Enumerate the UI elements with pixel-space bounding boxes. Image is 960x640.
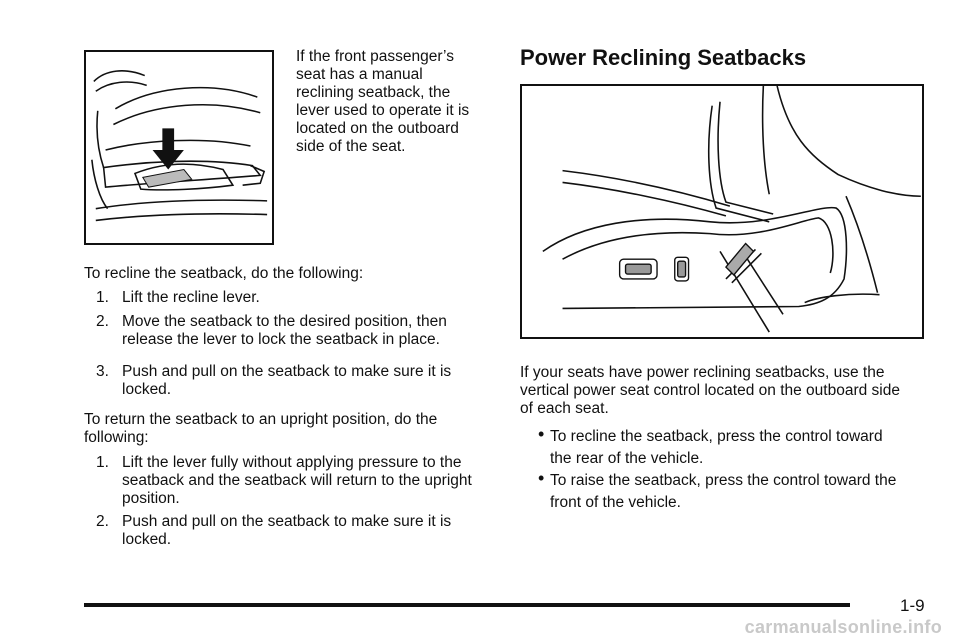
list-item: 3. Push and pull on the seatback to make sure it is locked. — [96, 363, 452, 398]
manual-recline-figure — [84, 50, 274, 245]
power-para-line-2: vertical power seat control located on the outboard side — [520, 382, 900, 399]
list-item: • To raise the seatback, press the control toward the front of the vehicle. — [538, 468, 897, 511]
section-heading: Power Reclining Seatbacks — [520, 45, 807, 70]
figure-caption: If the front passenger’s seat has a manual reclining seatback, the lever used to operate it is located on the outboard side of the seat. — [296, 48, 470, 155]
list-item: 1. Lift the recline lever. — [96, 289, 260, 306]
power-recline-figure — [520, 84, 924, 339]
return-intro-line-2: following: — [84, 429, 149, 446]
return-intro-line-1: To return the seatback to an upright position, do the — [84, 411, 438, 428]
seat-lever-illustration — [86, 52, 272, 243]
bullet-icon: • — [538, 424, 545, 444]
bullet-icon: • — [538, 468, 545, 488]
power-seat-illustration — [522, 86, 922, 337]
power-para-line-1: If your seats have power reclining seatbacks, use the — [520, 364, 885, 381]
page-number: 1-9 — [900, 596, 925, 615]
list-item: • To recline the seatback, press the control toward the rear of the vehicle. — [538, 424, 883, 467]
power-para-line-3: of each seat. — [520, 400, 609, 417]
arrow-down-icon — [153, 128, 184, 169]
watermark: carmanualsonline.info — [744, 617, 942, 637]
recline-intro: To recline the seatback, do the following: — [84, 265, 364, 282]
list-item: 2. Move the seatback to the desired position, then release the lever to lock the seatback in place. — [96, 313, 447, 348]
list-item: 1. Lift the lever fully without applying pressure to the seatback and the seatback will return to the upright position. — [96, 454, 472, 507]
list-item: 2. Push and pull on the seatback to make sure it is locked. — [96, 513, 452, 548]
footer-rule — [84, 603, 850, 607]
